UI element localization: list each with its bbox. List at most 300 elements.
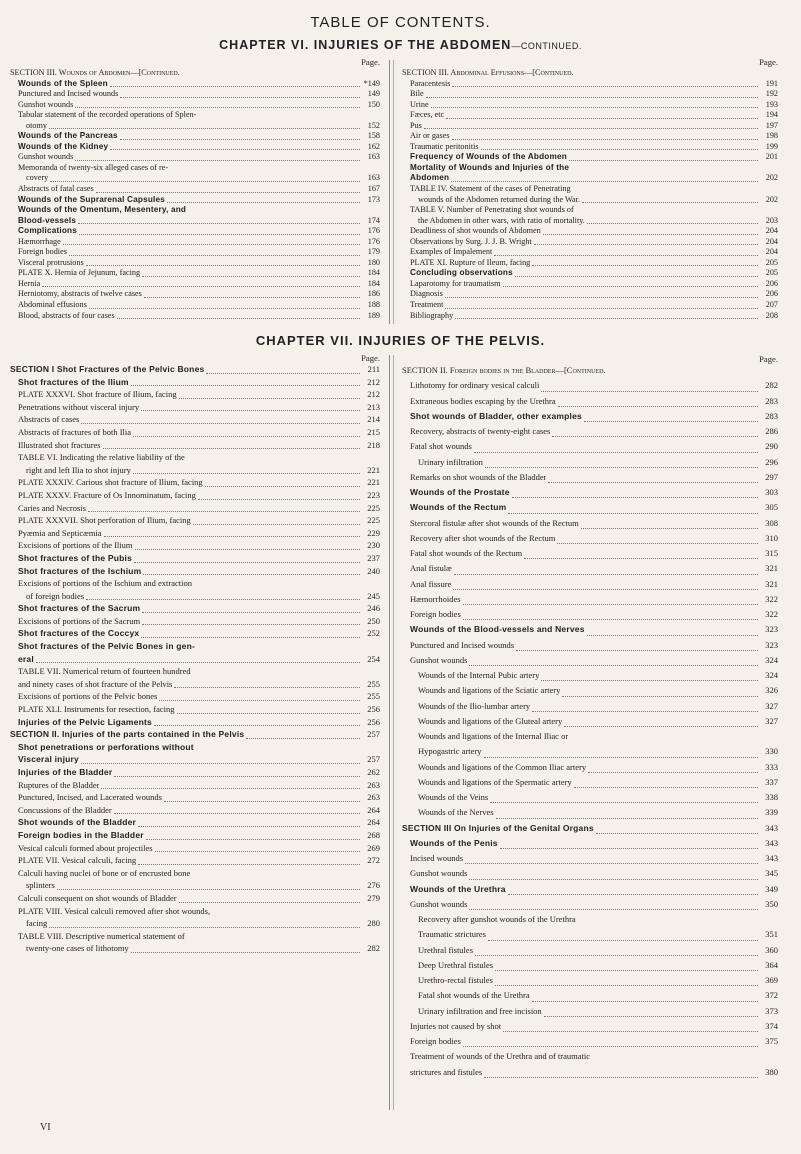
toc-entry bbox=[10, 464, 380, 477]
dot-leader bbox=[159, 699, 360, 701]
toc-entry bbox=[402, 500, 778, 515]
toc-entry-page: 215 bbox=[367, 426, 380, 437]
toc-entry-page: 360 bbox=[765, 944, 778, 955]
toc-entry bbox=[10, 413, 380, 426]
dot-leader bbox=[490, 801, 758, 803]
toc-entry-page: 323 bbox=[765, 624, 778, 635]
toc-entry bbox=[10, 565, 380, 578]
column-divider bbox=[389, 60, 390, 324]
toc-entry-title: Concussions of the Bladder bbox=[18, 804, 112, 815]
dot-leader bbox=[69, 254, 360, 256]
toc-entry bbox=[402, 100, 778, 111]
toc-entry-title: Traumatic strictures bbox=[418, 929, 486, 940]
toc-entry bbox=[402, 1049, 778, 1064]
dot-leader bbox=[177, 712, 361, 714]
toc-entry-title: PLATE XXXIV. Carious shot fracture of Ilium, facing bbox=[18, 477, 203, 488]
toc-entry-page: 204 bbox=[765, 226, 778, 236]
dot-leader bbox=[496, 817, 758, 819]
dot-leader bbox=[569, 159, 758, 161]
toc-entry bbox=[10, 930, 380, 943]
toc-entry-page: 246 bbox=[367, 603, 380, 614]
toc-entry-title: Excisions of portions of the Ilium bbox=[18, 540, 133, 551]
toc-entry-page: 375 bbox=[765, 1036, 778, 1046]
toc-entry-title: Excisions of portions of the Sacrum bbox=[18, 615, 141, 626]
toc-entry bbox=[10, 163, 380, 174]
toc-entry-page: 192 bbox=[765, 89, 778, 99]
toc-entry-page: 252 bbox=[367, 628, 380, 639]
toc-entry bbox=[10, 741, 380, 754]
toc-entry bbox=[402, 561, 778, 576]
toc-entry bbox=[402, 546, 778, 561]
dot-leader bbox=[508, 893, 758, 895]
toc-entry bbox=[402, 668, 778, 683]
toc-entry-title: TABLE VIII. Descriptive numerical statement of bbox=[18, 930, 185, 941]
toc-entry-title: Bile bbox=[410, 89, 424, 99]
dot-leader bbox=[101, 787, 360, 789]
dot-leader bbox=[146, 838, 360, 840]
toc-entry bbox=[402, 424, 778, 439]
dot-leader bbox=[463, 1045, 758, 1047]
toc-entry-page: 173 bbox=[367, 194, 380, 204]
toc-entry-page: 372 bbox=[765, 990, 778, 1001]
toc-entry-page: 174 bbox=[367, 215, 380, 225]
dot-leader bbox=[503, 1030, 758, 1032]
toc-entry-page: 264 bbox=[367, 817, 380, 828]
dot-leader bbox=[469, 878, 758, 880]
toc-entry-page: 327 bbox=[765, 700, 778, 711]
toc-entry-page: 240 bbox=[367, 565, 380, 576]
toc-entry bbox=[10, 388, 380, 401]
dot-leader bbox=[503, 285, 759, 287]
toc-entry-page: 201 bbox=[765, 152, 778, 162]
chapter-6-title: CHAPTER VI. INJURIES OF THE ABDOMEN bbox=[219, 38, 512, 52]
toc-entry-page: 189 bbox=[367, 310, 380, 320]
toc-entry-title: Treatment of wounds of the Urethra and of traumatic bbox=[410, 1051, 591, 1062]
dot-leader bbox=[588, 771, 758, 773]
toc-entry-title: Wounds and ligations of the Gluteal artery bbox=[418, 715, 563, 726]
dot-leader bbox=[142, 623, 360, 625]
toc-entry-page: 212 bbox=[367, 376, 380, 387]
toc-entry-title: Complications bbox=[18, 226, 78, 236]
toc-entry-title: Wounds and ligations of the Sciatic artery bbox=[418, 685, 561, 696]
toc-entry bbox=[10, 791, 380, 804]
toc-entry bbox=[402, 152, 778, 163]
dot-leader bbox=[96, 191, 360, 193]
toc-entry bbox=[402, 988, 778, 1003]
toc-entry-page: 250 bbox=[367, 615, 380, 626]
toc-entry-title: Diagnosis bbox=[410, 289, 443, 299]
toc-entry bbox=[402, 79, 778, 90]
toc-entry-title: Blood, abstracts of four cases bbox=[18, 310, 115, 320]
toc-entry bbox=[402, 927, 778, 942]
toc-entry bbox=[10, 184, 380, 195]
toc-entry-page: 272 bbox=[367, 855, 380, 866]
toc-entry bbox=[10, 279, 380, 290]
toc-entry bbox=[402, 1034, 778, 1049]
toc-entry-title: Anal fistulæ bbox=[410, 563, 452, 574]
toc-entry bbox=[402, 378, 778, 393]
dot-leader bbox=[516, 649, 758, 651]
toc-entry-title: Mortality of Wounds and Injuries of the bbox=[410, 162, 570, 172]
dot-leader bbox=[49, 926, 360, 928]
dot-leader bbox=[131, 951, 360, 953]
dot-leader bbox=[110, 85, 360, 87]
toc-entry bbox=[402, 866, 778, 881]
toc-entry-page: 202 bbox=[765, 194, 778, 204]
toc-entry-title: Shot fractures of the Pubis bbox=[18, 552, 133, 563]
toc-entry-page: 308 bbox=[765, 517, 778, 528]
dot-leader bbox=[117, 317, 360, 319]
dot-leader bbox=[587, 222, 758, 224]
toc-entry-title: Observations by Surg. J. J. B. Wright bbox=[410, 236, 532, 246]
toc-entry-page: 256 bbox=[367, 716, 380, 727]
page-column-label: Page. bbox=[361, 353, 380, 363]
toc-entry-page: 324 bbox=[765, 654, 778, 665]
toc-entry bbox=[402, 714, 778, 729]
toc-entry bbox=[402, 653, 778, 668]
dot-leader bbox=[474, 451, 758, 453]
toc-entry-title: Wounds of the Nerves bbox=[418, 807, 494, 818]
toc-entry-page: 257 bbox=[367, 729, 380, 740]
toc-entry-title: Wounds of the Rectum bbox=[410, 502, 507, 513]
toc-entry-title: Excisions of portions of the Ischium and extraction bbox=[18, 578, 192, 589]
chapter-6-left-column bbox=[10, 57, 380, 321]
toc-entry-page: 179 bbox=[367, 247, 380, 257]
toc-entry-page: 343 bbox=[765, 822, 778, 833]
toc-entry-page: 321 bbox=[765, 578, 778, 589]
toc-entry-title: Herniotomy, abstracts of twelve cases bbox=[18, 289, 142, 299]
dot-leader bbox=[143, 573, 360, 575]
toc-entry-title: facing bbox=[26, 918, 48, 929]
toc-entry-page: 323 bbox=[765, 639, 778, 650]
toc-entry-title: TABLE V. Number of Penetrating shot wounds of bbox=[410, 205, 574, 215]
toc-entry bbox=[10, 205, 380, 216]
toc-entry-title: Stercoral fistulæ after shot wounds of the Rectum bbox=[410, 517, 579, 528]
toc-entry-page: *149 bbox=[363, 78, 380, 88]
toc-entry-page: 229 bbox=[367, 527, 380, 538]
toc-entry-title: Wounds and ligations of the Common Iliac artery bbox=[418, 761, 587, 772]
toc-entry-page: 296 bbox=[765, 456, 778, 467]
toc-entry-page: 218 bbox=[367, 439, 380, 450]
toc-entry-page: 225 bbox=[367, 502, 380, 513]
toc-entry bbox=[10, 121, 380, 132]
dot-leader bbox=[164, 800, 360, 802]
toc-entry bbox=[402, 683, 778, 698]
toc-entry-title: otomy bbox=[26, 120, 47, 130]
toc-entry-title: Shot fractures of the Ischium bbox=[18, 565, 142, 576]
toc-entry-page: 326 bbox=[765, 685, 778, 696]
toc-entry-title: PLATE X. Hernia of Jejunum, facing bbox=[18, 268, 141, 278]
dot-leader bbox=[581, 527, 758, 529]
column-divider bbox=[393, 60, 394, 324]
page-folio: VI bbox=[40, 1122, 51, 1133]
toc-entry bbox=[10, 79, 380, 90]
toc-entry-title: Injuries of the Pelvic Ligaments bbox=[18, 716, 152, 727]
toc-entry bbox=[10, 439, 380, 452]
toc-entry-page: 206 bbox=[765, 289, 778, 299]
toc-entry-title: Concluding observations bbox=[410, 268, 513, 278]
dot-leader bbox=[469, 664, 758, 666]
toc-entry bbox=[10, 842, 380, 855]
dot-leader bbox=[562, 695, 758, 697]
dot-leader bbox=[142, 275, 360, 277]
toc-entry-page: 264 bbox=[367, 804, 380, 815]
column-divider bbox=[393, 355, 394, 1110]
toc-entry-title: Caries and Necrosis bbox=[18, 502, 86, 513]
toc-entry bbox=[402, 163, 778, 174]
toc-entry bbox=[402, 1065, 778, 1080]
toc-entry-title: SECTION II. Injuries of the parts contained in the Pelvis bbox=[10, 729, 245, 740]
dot-leader bbox=[86, 264, 360, 266]
toc-entry bbox=[10, 476, 380, 489]
toc-entry-title: right and left Ilia to shot injury bbox=[26, 464, 131, 475]
toc-entry-title: TABLE VII. Numerical return of fourteen hundred bbox=[18, 666, 191, 677]
toc-entry-title: Wounds of the Spleen bbox=[18, 78, 108, 88]
dot-leader bbox=[144, 296, 360, 298]
toc-entry-title: SECTION II. Foreign bodies in the Bladder—[Continued. bbox=[402, 365, 606, 375]
toc-entry-title: Gunshot wounds bbox=[410, 654, 468, 665]
toc-entry bbox=[10, 552, 380, 565]
toc-entry-page: 364 bbox=[765, 959, 778, 970]
dot-leader bbox=[532, 1000, 758, 1002]
dot-leader bbox=[544, 1015, 758, 1017]
toc-entry-title: Hæmorrhoides bbox=[410, 593, 461, 604]
dot-leader bbox=[42, 285, 360, 287]
toc-entry-page: 290 bbox=[765, 441, 778, 452]
dot-leader bbox=[167, 201, 360, 203]
chapter-6-heading bbox=[0, 38, 801, 52]
toc-entry-title: Anal fissure bbox=[410, 578, 452, 589]
toc-entry-title: Abstracts of fatal cases bbox=[18, 184, 94, 194]
dot-leader bbox=[455, 317, 758, 319]
toc-entry bbox=[402, 622, 778, 637]
toc-entry-title: Punctured and Incised wounds bbox=[410, 639, 515, 650]
toc-entry-title: Abdominal effusions bbox=[18, 300, 87, 310]
toc-entry-page: 338 bbox=[765, 792, 778, 802]
toc-entry bbox=[402, 744, 778, 759]
toc-entry-page: 324 bbox=[765, 670, 778, 680]
toc-entry bbox=[402, 638, 778, 653]
dot-leader bbox=[512, 496, 758, 498]
toc-entry bbox=[10, 653, 380, 666]
chapter-7-heading: CHAPTER VII. INJURIES OF THE PELVIS. bbox=[255, 333, 546, 348]
dot-leader bbox=[75, 106, 360, 108]
toc-entry-title: the Abdomen in other wars, with ratio of mortality. bbox=[418, 215, 585, 225]
toc-entry-page: 256 bbox=[367, 704, 380, 715]
toc-entry-title: Fatal shot wounds bbox=[410, 441, 472, 452]
toc-entry bbox=[10, 678, 380, 691]
dot-leader bbox=[495, 984, 758, 986]
toc-entry bbox=[10, 779, 380, 792]
toc-entry bbox=[402, 973, 778, 988]
toc-entry-title: Treatment bbox=[410, 300, 444, 310]
dot-leader bbox=[79, 233, 360, 235]
toc-entry-page: 223 bbox=[367, 489, 380, 500]
toc-entry-title: SECTION I Shot Fractures of the Pelvic Bones bbox=[10, 364, 205, 374]
page-column-label: Page. bbox=[361, 57, 380, 67]
toc-entry-page: 149 bbox=[367, 89, 380, 99]
toc-entry-page: 351 bbox=[765, 929, 778, 940]
toc-entry-page: 339 bbox=[765, 807, 778, 818]
toc-entry-title: Abstracts of cases bbox=[18, 414, 80, 425]
toc-entry bbox=[402, 216, 778, 227]
dot-leader bbox=[488, 939, 758, 941]
toc-entry bbox=[402, 300, 778, 311]
toc-entry bbox=[10, 942, 380, 955]
toc-entry-page: 163 bbox=[367, 152, 380, 162]
toc-entry-page: 343 bbox=[765, 837, 778, 848]
toc-entry bbox=[402, 268, 778, 279]
toc-entry-title: Hæmorrhage bbox=[18, 236, 61, 246]
toc-entry-page: 158 bbox=[367, 131, 380, 141]
toc-entry-page: 162 bbox=[367, 141, 380, 151]
toc-entry-page: 269 bbox=[367, 842, 380, 853]
toc-entry-page: 184 bbox=[367, 268, 380, 278]
dot-leader bbox=[484, 756, 759, 758]
toc-entry-title: Wounds of the Omentum, Mesentery, and bbox=[18, 205, 187, 215]
toc-entry-title: Shot fractures of the Pelvic Bones in gen- bbox=[18, 641, 196, 652]
toc-entry-page: 225 bbox=[367, 515, 380, 526]
toc-entry-title: Calculi having nuclei of bone or of encrusted bone bbox=[18, 867, 191, 878]
toc-entry bbox=[402, 89, 778, 100]
toc-entry-page: 255 bbox=[367, 691, 380, 702]
dot-leader bbox=[469, 908, 758, 910]
toc-entry bbox=[10, 401, 380, 414]
dot-leader bbox=[110, 148, 360, 150]
dot-leader bbox=[154, 724, 360, 726]
dot-leader bbox=[515, 275, 758, 277]
dot-leader bbox=[452, 138, 758, 140]
toc-entry-title: eral bbox=[18, 653, 34, 664]
toc-entry bbox=[402, 577, 778, 592]
toc-entry-title: TABLE IV. Statement of the cases of Penetrating bbox=[410, 184, 571, 194]
toc-entry bbox=[10, 110, 380, 121]
toc-entry bbox=[10, 854, 380, 867]
toc-entry bbox=[10, 829, 380, 842]
dot-leader bbox=[205, 485, 360, 487]
toc-entry-title: Foreign bodies bbox=[410, 609, 461, 619]
toc-entry bbox=[10, 804, 380, 817]
toc-entry-page: 257 bbox=[367, 754, 380, 765]
toc-entry-page: 322 bbox=[765, 609, 778, 619]
dot-leader bbox=[508, 512, 758, 514]
toc-entry-page: 176 bbox=[367, 236, 380, 246]
dot-leader bbox=[524, 557, 758, 559]
toc-entry-title: PLATE VIII. Vesical calculi removed after shot wounds, bbox=[18, 905, 211, 916]
dot-leader bbox=[541, 679, 758, 681]
chapter-6-continued: —CONTINUED. bbox=[511, 41, 582, 51]
toc-entry-title: wounds of the Abdomen returned during the War. bbox=[418, 194, 580, 204]
toc-entry bbox=[10, 615, 380, 628]
toc-entry-page: 263 bbox=[367, 792, 380, 803]
toc-entry-title: Traumatic peritonitis bbox=[410, 141, 479, 151]
toc-entry-title: Fatal shot wounds of the Urethra bbox=[418, 990, 530, 1001]
dot-leader bbox=[454, 573, 758, 575]
toc-entry-title: PLATE XI. Rupture of Ileum, facing bbox=[410, 257, 531, 267]
dot-leader bbox=[104, 535, 360, 537]
dot-leader bbox=[548, 481, 758, 483]
toc-entry-page: 186 bbox=[367, 289, 380, 299]
toc-entry-title: PLATE XXXVI. Shot fracture of Ilium, facing bbox=[18, 389, 177, 400]
dot-leader bbox=[193, 523, 360, 525]
toc-entry bbox=[402, 279, 778, 290]
toc-entry bbox=[402, 821, 778, 836]
toc-entry-title: Remarks on shot wounds of the Bladder bbox=[410, 471, 547, 482]
dot-leader bbox=[453, 588, 758, 590]
toc-entry-page: 305 bbox=[765, 502, 778, 513]
toc-entry-title: Illustrated shot fractures bbox=[18, 439, 101, 450]
toc-entry bbox=[402, 363, 778, 378]
toc-entry-page: 373 bbox=[765, 1005, 778, 1016]
toc-entry-page: 280 bbox=[367, 918, 380, 929]
dot-leader bbox=[179, 397, 360, 399]
toc-entry-title: SECTION III On Injuries of the Genital Organs bbox=[402, 822, 594, 833]
toc-entry-title: Urethral fistules bbox=[418, 944, 473, 955]
toc-entry bbox=[402, 470, 778, 485]
toc-entry-title: Recovery, abstracts of twenty-eight cases bbox=[410, 426, 551, 436]
toc-entry bbox=[10, 173, 380, 184]
dot-leader bbox=[50, 180, 360, 182]
toc-entry bbox=[10, 917, 380, 930]
dot-leader bbox=[475, 954, 758, 956]
dot-leader bbox=[120, 96, 360, 98]
toc-entry-title: splinters bbox=[26, 880, 55, 891]
toc-entry-title: Visceral protrusions bbox=[18, 257, 84, 267]
toc-entry bbox=[10, 905, 380, 918]
toc-entry-title: Tabular statement of the recorded operations of Splen- bbox=[18, 110, 197, 120]
toc-entry-title: Pus bbox=[410, 120, 422, 130]
dot-leader bbox=[81, 422, 360, 424]
dot-leader bbox=[494, 254, 758, 256]
toc-entry bbox=[402, 131, 778, 142]
toc-entry-title: Wounds of the Blood-vessels and Nerves bbox=[410, 624, 585, 635]
toc-entry-page: 203 bbox=[765, 215, 778, 225]
toc-entry-page: 283 bbox=[765, 410, 778, 421]
dot-leader bbox=[452, 85, 758, 87]
dot-leader bbox=[564, 725, 758, 727]
dot-leader bbox=[103, 447, 360, 449]
toc-entry-page: 221 bbox=[367, 464, 380, 475]
toc-entry bbox=[402, 851, 778, 866]
toc-entry bbox=[402, 289, 778, 300]
toc-entry-title: Paracentesis bbox=[410, 78, 451, 88]
toc-entry bbox=[402, 121, 778, 132]
dot-leader bbox=[534, 243, 758, 245]
dot-leader bbox=[57, 888, 360, 890]
toc-entry-title: Visceral injury bbox=[18, 754, 79, 765]
toc-entry-page: 150 bbox=[367, 99, 380, 109]
toc-entry-title: Laparotomy for traumatism bbox=[410, 278, 501, 288]
toc-entry-page: 230 bbox=[367, 540, 380, 551]
toc-entry-page: 205 bbox=[765, 268, 778, 278]
dot-leader bbox=[463, 603, 758, 605]
toc-entry-title: of foreign bodies bbox=[26, 590, 85, 601]
dot-leader bbox=[88, 510, 360, 512]
toc-entry bbox=[402, 455, 778, 470]
toc-entry-page: 214 bbox=[367, 414, 380, 425]
toc-entry bbox=[402, 836, 778, 851]
toc-entry-title: Foreign bodies bbox=[18, 247, 67, 257]
dot-leader bbox=[557, 542, 758, 544]
toc-entry bbox=[10, 716, 380, 729]
dot-leader bbox=[582, 201, 758, 203]
toc-entry bbox=[10, 590, 380, 603]
dot-leader bbox=[541, 390, 758, 392]
toc-entry bbox=[10, 289, 380, 300]
toc-entry bbox=[10, 195, 380, 206]
toc-entry-page: 380 bbox=[765, 1066, 778, 1077]
toc-entry bbox=[402, 592, 778, 607]
